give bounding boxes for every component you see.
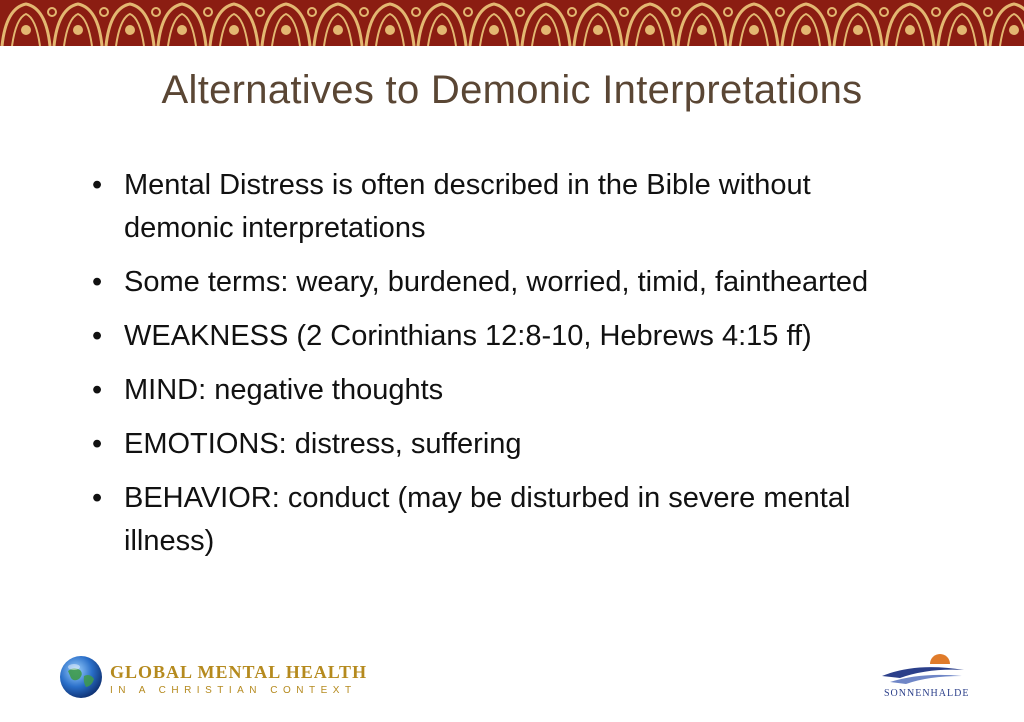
ornament-pattern	[0, 0, 1024, 46]
bullet-text: MIND: negative thoughts	[124, 374, 444, 406]
sun-over-water-icon	[876, 654, 968, 688]
ornament-motif	[938, 4, 992, 46]
ornament-motif	[886, 4, 940, 46]
ornament-motif	[574, 4, 628, 46]
bullet-list	[92, 164, 892, 574]
bullet-item	[92, 423, 892, 466]
bullet-marker: •	[92, 169, 103, 201]
bullet-item	[92, 477, 892, 563]
bullet-marker: •	[92, 320, 103, 352]
ornament-motif	[418, 4, 472, 46]
global-mental-health-logo	[58, 654, 378, 702]
ornament-motif	[730, 4, 784, 46]
bullet-text: Some terms: weary, burdened, worried, timid, fainthearted	[124, 266, 869, 298]
ornament-motif	[210, 4, 264, 46]
ornament-motif	[106, 4, 160, 46]
ornament-motif	[990, 4, 1024, 46]
ornament-motif	[158, 4, 212, 46]
ornament-motif	[366, 4, 420, 46]
ornament-motif	[522, 4, 576, 46]
ornament-motif	[678, 4, 732, 46]
bullet-marker: •	[92, 374, 103, 406]
sonnenhalde-name: SONNENHALDE	[884, 688, 970, 699]
bullet-text: WEAKNESS (2 Corinthians 12:8-10, Hebrews 4:15 ff)	[124, 320, 812, 352]
bullet-text: EMOTIONS: distress, suffering	[124, 428, 522, 460]
bullet-item	[92, 261, 892, 304]
globe-icon	[58, 654, 104, 700]
ornament-motif	[314, 4, 368, 46]
ornament-motif	[782, 4, 836, 46]
ornament-motif	[626, 4, 680, 46]
ornament-motif	[470, 4, 524, 46]
ornament-motif	[834, 4, 888, 46]
bullet-marker: •	[92, 482, 103, 514]
sonnenhalde-logo	[876, 654, 968, 704]
bullet-item	[92, 315, 892, 358]
gmh-logo-name: GLOBAL MENTAL HEALTH	[110, 662, 368, 682]
ornament-motif	[54, 4, 108, 46]
bullet-item	[92, 369, 892, 412]
ornament-motif	[262, 4, 316, 46]
bullet-text: BEHAVIOR: conduct (may be disturbed in severe mental illness)	[124, 482, 851, 557]
bullet-marker: •	[92, 266, 103, 298]
decorative-banner	[0, 0, 1024, 46]
bullet-item	[92, 164, 892, 250]
ornament-motif	[2, 4, 56, 46]
bullet-marker: •	[92, 428, 103, 460]
bullet-text: Mental Distress is often described in the Bible without demonic interpretations	[124, 169, 811, 244]
slide-title: Alternatives to Demonic Interpretations	[161, 68, 863, 112]
gmh-logo-tagline: IN A CHRISTIAN CONTEXT	[110, 685, 357, 696]
